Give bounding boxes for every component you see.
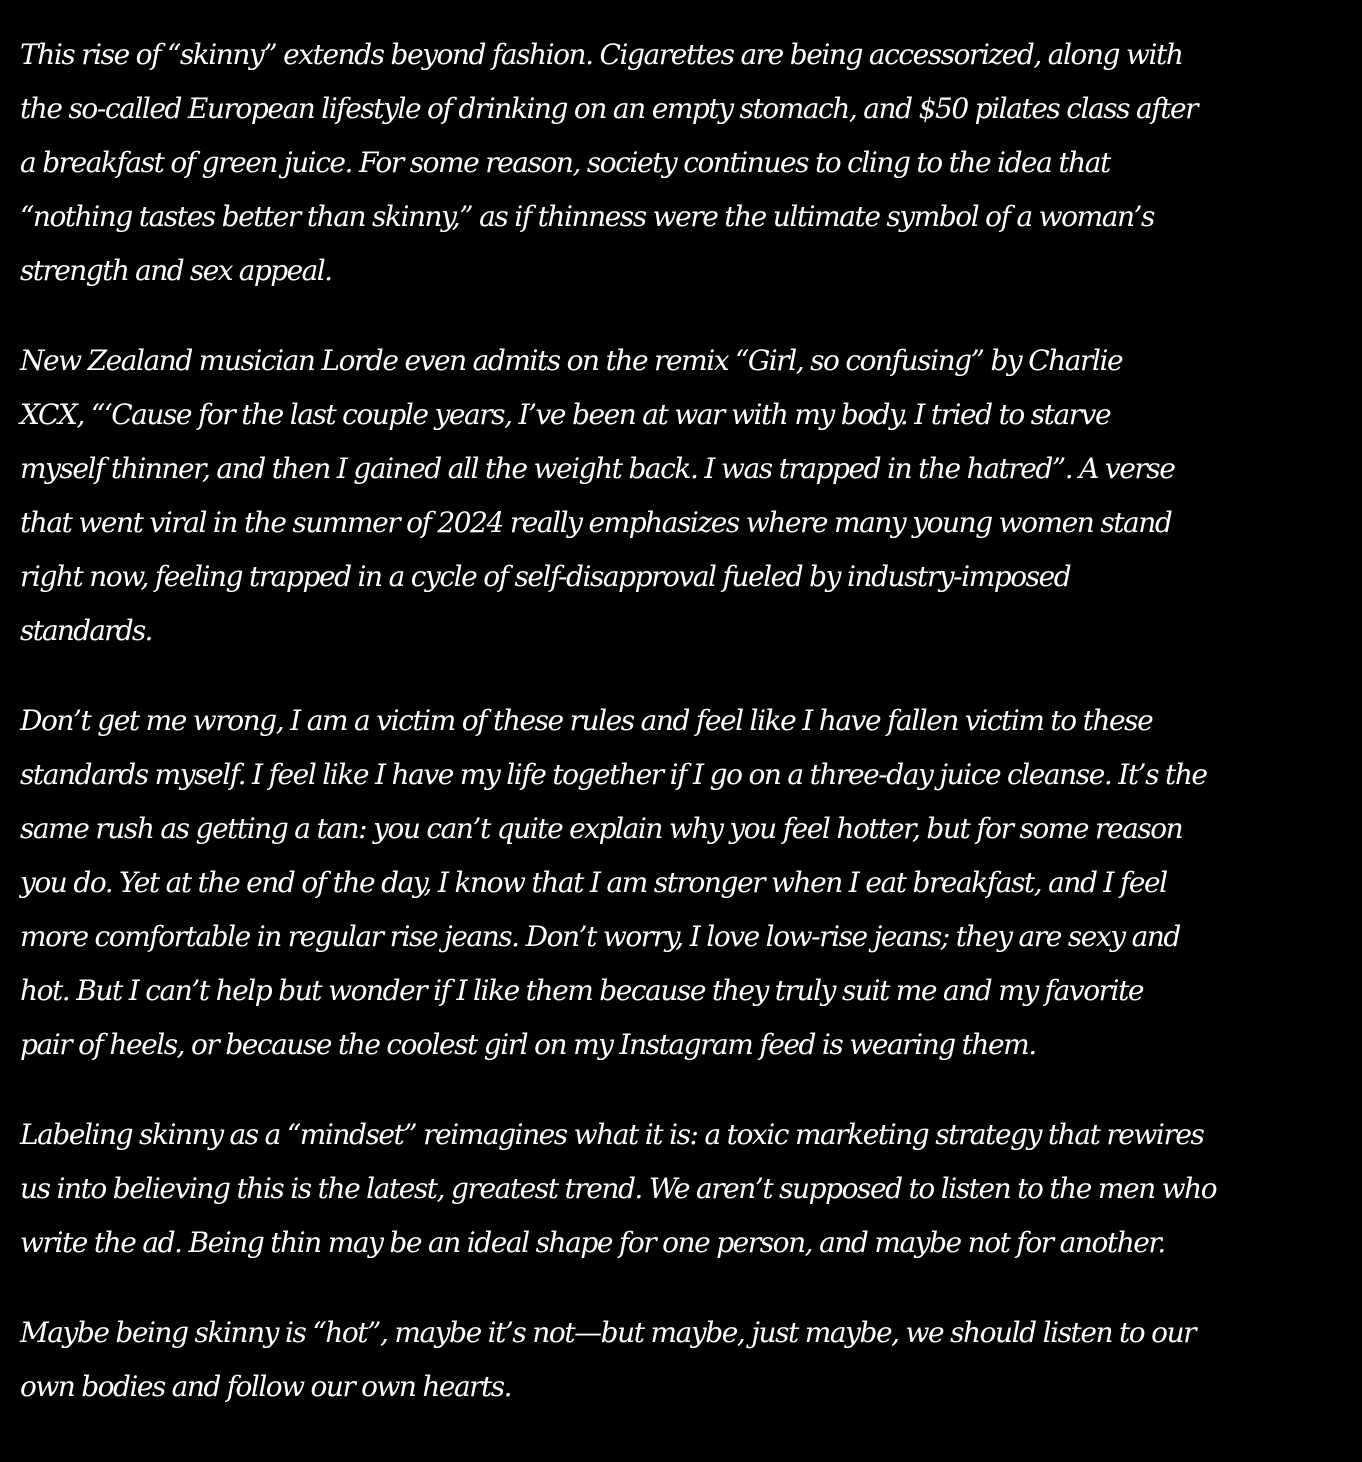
paragraph-line: hot. But I can’t help but wonder if I like them because they truly suit me and my favorite [20, 974, 1143, 1007]
paragraph-2 [20, 334, 1362, 658]
paragraph-4 [20, 1108, 1362, 1270]
paragraph-line: myself thinner, and then I gained all the weight back. I was trapped in the hatred”. A verse [20, 452, 1175, 485]
paragraph-line: same rush as getting a tan: you can’t quite explain why you feel hotter, but for some reason [20, 812, 1183, 845]
paragraph-line: “nothing tastes better than skinny,” as if thinness were the ultimate symbol of a woman’s [20, 200, 1154, 233]
paragraph-line: right now, feeling trapped in a cycle of self-disapproval fueled by industry-imposed [20, 560, 1071, 593]
paragraph-line: strength and sex appeal. [20, 254, 332, 287]
paragraph-line: more comfortable in regular rise jeans. Don’t worry, I love low-rise jeans; they are sexy and [20, 920, 1180, 953]
paragraph-1 [20, 28, 1362, 298]
paragraph-line: This rise of “skinny” extends beyond fashion. Cigarettes are being accessorized, along with [20, 38, 1183, 71]
paragraph-line: write the ad. Being thin may be an ideal shape for one person, and maybe not for another. [20, 1226, 1165, 1259]
paragraph-5 [20, 1306, 1362, 1414]
paragraph-line: Don’t get me wrong, I am a victim of these rules and feel like I have fallen victim to these [20, 704, 1153, 737]
paragraph-line: you do. Yet at the end of the day, I know that I am stronger when I eat breakfast, and I feel [20, 866, 1167, 899]
paragraph-line: Labeling skinny as a “mindset” reimagines what it is: a toxic marketing strategy that rewires [20, 1118, 1204, 1151]
paragraph-line: a breakfast of green juice. For some reason, society continues to cling to the idea that [20, 146, 1110, 179]
paragraph-line: that went viral in the summer of 2024 really emphasizes where many young women stand [20, 506, 1172, 539]
paragraph-line: the so-called European lifestyle of drinking on an empty stomach, and $50 pilates class after [20, 92, 1198, 125]
paragraph-line: Maybe being skinny is “hot”, maybe it’s not—but maybe, just maybe, we should listen to our [20, 1316, 1196, 1349]
paragraph-3 [20, 694, 1362, 1072]
paragraph-line: own bodies and follow our own hearts. [20, 1370, 512, 1403]
paragraph-line: New Zealand musician Lorde even admits on the remix “Girl, so confusing” by Charlie [20, 344, 1123, 377]
paragraph-line: standards myself. I feel like I have my life together if I go on a three-day juice cleanse. It’s the [20, 758, 1207, 791]
paragraph-line: pair of heels, or because the coolest girl on my Instagram feed is wearing them. [20, 1028, 1036, 1061]
paragraph-line: us into believing this is the latest, greatest trend. We aren’t supposed to listen to the men who [20, 1172, 1217, 1205]
paragraph-line: XCX, “‘Cause for the last couple years, I’ve been at war with my body. I tried to starve [20, 398, 1111, 431]
paragraph-line: standards. [20, 614, 152, 647]
